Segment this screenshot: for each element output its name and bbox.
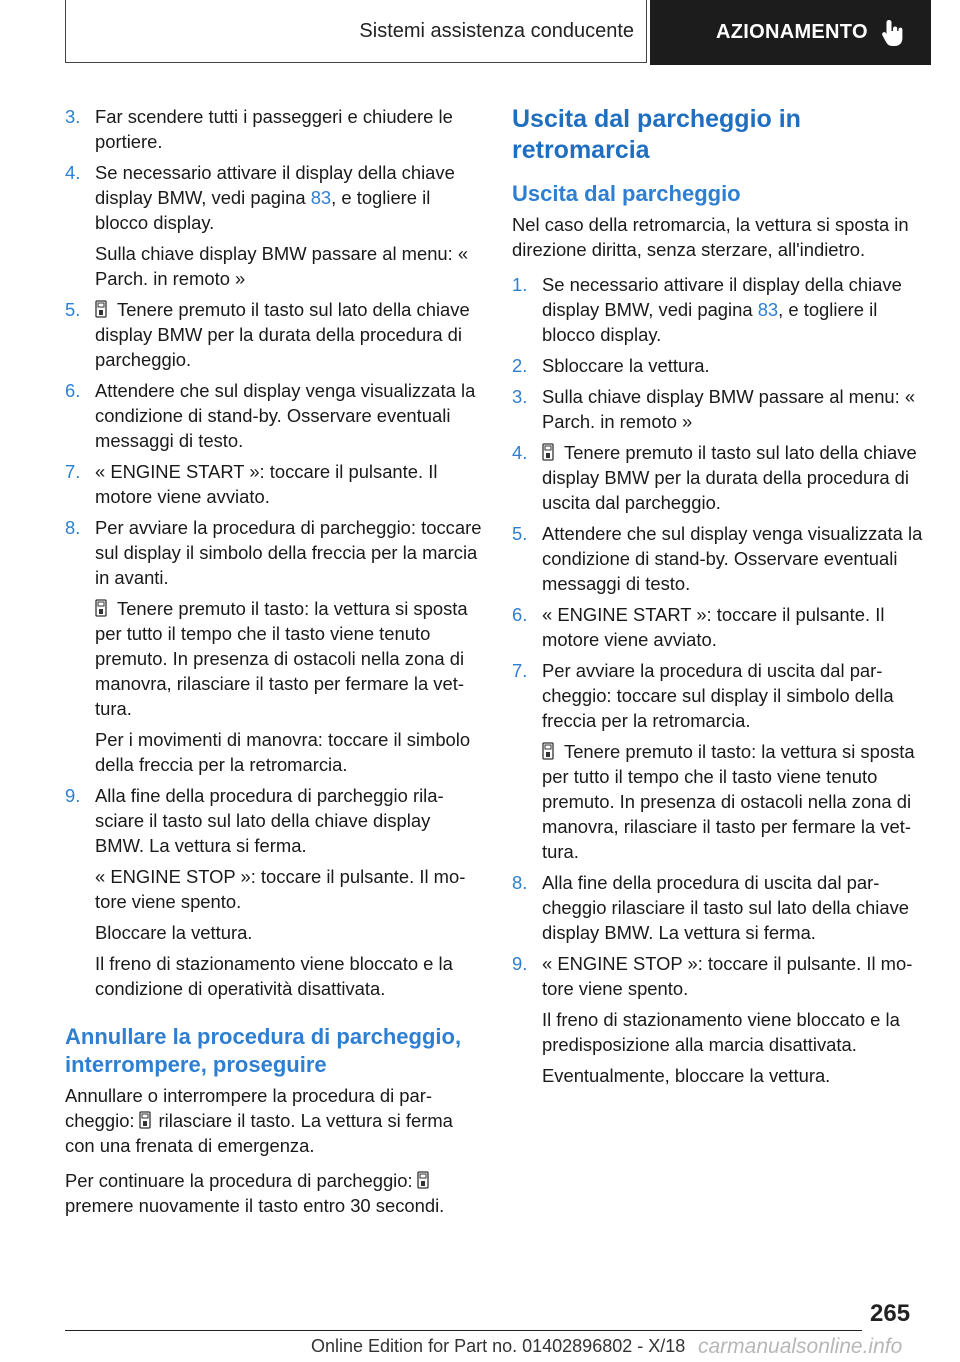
cancel-heading: Annullare la procedura di parcheggio, interrompere, proseguire (65, 1024, 462, 1077)
step-text (95, 160, 483, 235)
key-button-icon (542, 742, 554, 760)
step-text: Attendere che sul display venga visualizzata la condizione di stand-by. Osservare eventuali messaggi di testo. (95, 380, 476, 451)
step-text: Per i movimenti di manovra: toccare il simbolo della freccia per la retromarcia. (95, 729, 471, 775)
exit-steps-list (512, 272, 932, 1088)
step-text: Per avviare la procedura di parcheggio: toccare sul display il simbolo della freccia per la marcia in avanti. (95, 517, 482, 588)
step-text-with-icon (542, 739, 932, 864)
step-number: 6. (512, 604, 528, 625)
step-text-with-icon (542, 440, 932, 515)
list-item (65, 459, 483, 509)
step-text: Il freno di stazionamento viene bloccato e la condizione di operatività disattivata. (95, 953, 453, 999)
step-text: Far scendere tutti i passeggeri e chiudere le portiere. (95, 106, 453, 152)
list-item (512, 951, 932, 1088)
continue-paragraph (65, 1168, 483, 1218)
step-number: 6. (65, 380, 81, 401)
subsection-heading: Uscita dal parcheggio (512, 181, 741, 206)
step-text-part: , e togliere il blocco display. (542, 299, 878, 345)
page-link[interactable]: 83 (757, 299, 779, 320)
chapter-tab (650, 0, 931, 65)
section-heading: Uscita dal parcheggio in retromarcia (512, 105, 801, 164)
page-number: 265 (870, 1300, 911, 1327)
step-text: Sulla chiave display BMW passare al menu: « Parch. in remoto » (95, 243, 469, 289)
step-text: Eventualmente, bloccare la vettura. (542, 1065, 831, 1086)
list-item (512, 440, 932, 515)
step-text: Alla fine della procedura di parcheggio rilasciare il tasto sul lato della chiave display BMW. La vettura si ferma. (95, 785, 444, 856)
step-text: Tenere premuto il tasto: la vettura si sposta per tutto il tempo che il tasto viene tenuto premuto. In presenza di ostacoli nella zona di manovra, rilasciare il tasto per fermare la vettura. (95, 598, 468, 719)
step-text: « ENGINE START »: toccare il pulsante. Il motore viene avviato. (542, 604, 885, 650)
step-text-part: Se necessario attivare il display della chiave display BMW, vedi pagina (542, 274, 902, 320)
footer-divider (65, 1330, 862, 1331)
list-item (512, 384, 932, 434)
step-text: Sulla chiave display BMW passare al menu: « Parch. in remoto » (542, 386, 916, 432)
step-text: Per avviare la procedura di uscita dal parcheggio: toccare sul display il simbolo della freccia per la retromarcia. (542, 660, 894, 731)
body-text: premere nuovamente il tasto entro 30 secondi. (65, 1195, 445, 1216)
list-item (65, 104, 483, 154)
step-number: 5. (512, 523, 528, 544)
step-text: « ENGINE STOP »: toccare il pulsante. Il motore viene spento. (95, 866, 466, 912)
step-text: Tenere premuto il tasto sul lato della chiave display BMW per la durata della procedura di parcheggio. (95, 299, 470, 370)
step-number: 8. (65, 517, 81, 538)
step-text: « ENGINE STOP »: toccare il pulsante. Il motore viene spento. (542, 953, 913, 999)
step-text: Bloccare la vettura. (95, 922, 253, 943)
step-number: 9. (65, 785, 81, 806)
hand-pointer-icon (880, 18, 906, 48)
footer-edition: Online Edition for Part no. 01402896802 - X/18 (311, 1336, 686, 1356)
section-title: Sistemi assistenza conducente (65, 0, 647, 63)
body-text: Per continuare la procedura di parcheggio: (65, 1170, 413, 1191)
key-button-icon (542, 443, 554, 461)
list-item (65, 515, 483, 777)
step-number: 9. (512, 953, 528, 974)
list-item (65, 297, 483, 372)
key-button-icon (95, 599, 107, 617)
step-number: 7. (512, 660, 528, 681)
step-text: Attendere che sul display venga visualizzata la condizione di stand-by. Osservare eventuali messaggi di testo. (542, 523, 923, 594)
step-text: Tenere premuto il tasto: la vettura si sposta per tutto il tempo che il tasto viene tenuto premuto. In presenza di ostacoli nella zona di manovra, rilasciare il tasto per fermare la vettura. (542, 741, 915, 862)
list-item (512, 658, 932, 864)
list-item (512, 272, 932, 347)
key-button-icon (417, 1171, 429, 1189)
page-header (65, 0, 931, 65)
step-number: 3. (65, 106, 81, 127)
step-number: 4. (512, 442, 528, 463)
step-number: 7. (65, 461, 81, 482)
body-text: Annullare o interrompere la procedura di parcheggio: (65, 1085, 432, 1131)
step-text-part: , e togliere il blocco display. (95, 187, 431, 233)
left-column (65, 104, 483, 1228)
step-number: 4. (65, 162, 81, 183)
intro-paragraph: Nel caso della retromarcia, la vettura si sposta in direzione diritta, senza sterzare, all'indietro. (512, 214, 909, 260)
cancel-paragraph (65, 1083, 483, 1158)
step-number: 8. (512, 872, 528, 893)
step-text: Il freno di stazionamento viene bloccato e la predisposizione alla marcia disattivata. (542, 1009, 900, 1055)
key-button-icon (95, 300, 107, 318)
step-text: Tenere premuto il tasto sul lato della chiave display BMW per la durata della procedura di uscita dal parcheggio. (542, 442, 917, 513)
page-link[interactable]: 83 (310, 187, 332, 208)
step-text-with-icon (95, 297, 483, 372)
right-column (512, 104, 932, 1094)
watermark: carmanualsonline.info (698, 1335, 903, 1358)
list-item (512, 353, 932, 378)
step-number: 1. (512, 274, 528, 295)
list-item (65, 378, 483, 453)
step-text: Sbloccare la vettura. (542, 355, 710, 376)
step-number: 5. (65, 299, 81, 320)
chapter-title: AZIONAMENTO (716, 21, 868, 43)
step-text-with-icon (95, 596, 483, 721)
list-item (512, 602, 932, 652)
list-item (65, 783, 483, 1001)
step-text: Alla fine della procedura di uscita dal parcheggio rilasciare il tasto sul lato della chiave display BMW. La vettura si ferma. (542, 872, 909, 943)
key-button-icon (139, 1111, 151, 1129)
step-text (542, 272, 932, 347)
parking-steps-list (65, 104, 483, 1001)
step-number: 3. (512, 386, 528, 407)
step-number: 2. (512, 355, 528, 376)
step-text: « ENGINE START »: toccare il pulsante. Il motore viene avviato. (95, 461, 438, 507)
list-item (512, 521, 932, 596)
step-text-part: Se necessario attivare il display della chiave display BMW, vedi pagina (95, 162, 455, 208)
list-item (512, 870, 932, 945)
body-text: rilasciare il tasto. La vettura si ferma con una frenata di emergenza. (65, 1110, 453, 1156)
list-item (65, 160, 483, 291)
